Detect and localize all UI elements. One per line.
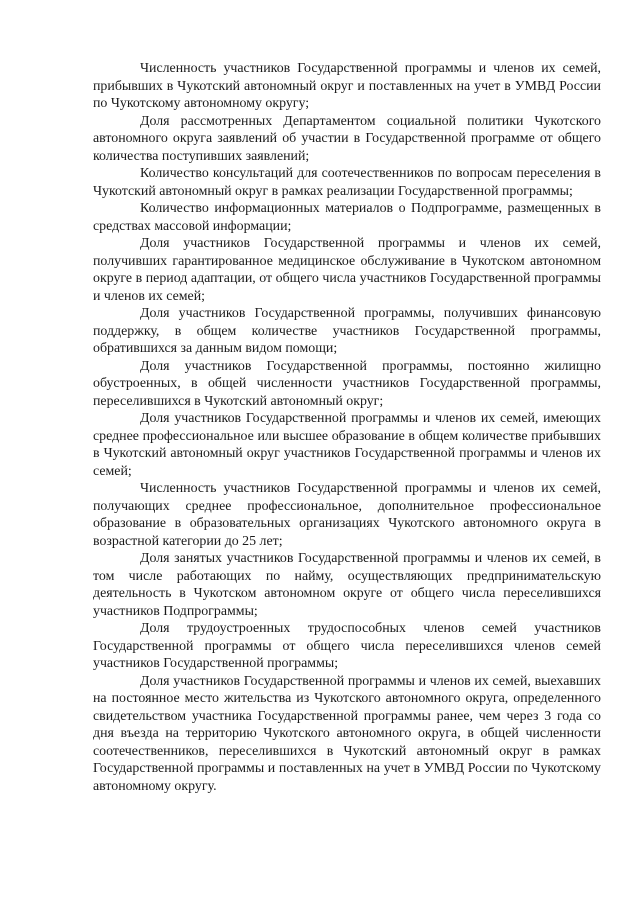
indicator-paragraph-11: Доля трудоустроенных трудоспособных членов семей участников Государственной программы от общего числа переселившихся членов семей участников Государственной программы; <box>93 621 601 671</box>
indicator-paragraph-4: Количество информационных материалов о Подпрограмме, размещенных в средствах массовой информации; <box>93 201 601 234</box>
indicator-paragraph-9: Численность участников Государственной программы и членов их семей, получающих среднее профессиональное, дополнительное профессиональное образование в образовательных организациях Чукотского автономного округа в возрастной категории до 25 лет; <box>93 481 601 549</box>
indicator-paragraph-1: Численность участников Государственной программы и членов их семей, прибывших в Чукотский автономный округ и поставленных на учет в УМВД России по Чукотскому автономному округу; <box>93 61 601 111</box>
indicator-paragraph-12: Доля участников Государственной программы и членов их семей, выехавших на постоянное место жительства из Чукотского автономного округа, определенного свидетельством участника Государственной программы ранее, чем через 3 года со дня въезда на территорию Чукотского автономного округа, в общей численности соотечественников, переселившихся в Чукотский автономный округ в рамках Государственной программы и поставленных на учет в УМВД России по Чукотскому автономному округу. <box>93 673 601 794</box>
indicator-paragraph-3: Количество консультаций для соотечественников по вопросам переселения в Чукотский автономный округ в рамках реализации Государственной программы; <box>93 166 601 199</box>
indicator-paragraph-8: Доля участников Государственной программы и членов их семей, имеющих среднее профессиональное или высшее образование в общем количестве прибывших в Чукотский автономный округ участников Государственной программы и членов их семей; <box>93 411 601 479</box>
indicator-paragraph-2: Доля рассмотренных Департаментом социальной политики Чукотского автономного округа заявлений об участии в Государственной программе от общего количества поступивших заявлений; <box>93 113 601 164</box>
indicator-paragraph-6: Доля участников Государственной программы, получивших финансовую поддержку, в общем количестве участников Государственной программы, обратившихся за данным видом помощи; <box>93 306 601 356</box>
indicator-paragraph-7: Доля участников Государственной программы, постоянно жилищно обустроенных, в общей численности участников Государственной программы, переселившихся в Чукотский автономный округ; <box>93 358 601 409</box>
indicator-paragraph-5: Доля участников Государственной программы и членов их семей, получивших гарантированное медицинское обслуживание в Чукотском автономном округе в период адаптации, от общего числа участников Государственной программы и членов их семей; <box>93 236 601 304</box>
document-page <box>93 60 601 795</box>
indicator-paragraph-10: Доля занятых участников Государственной программы и членов их семей, в том числе работающих по найму, осуществляющих предпринимательскую деятельность в Чукотском автономном округе от общего числа переселившихся участников Подпрограммы; <box>93 551 601 619</box>
